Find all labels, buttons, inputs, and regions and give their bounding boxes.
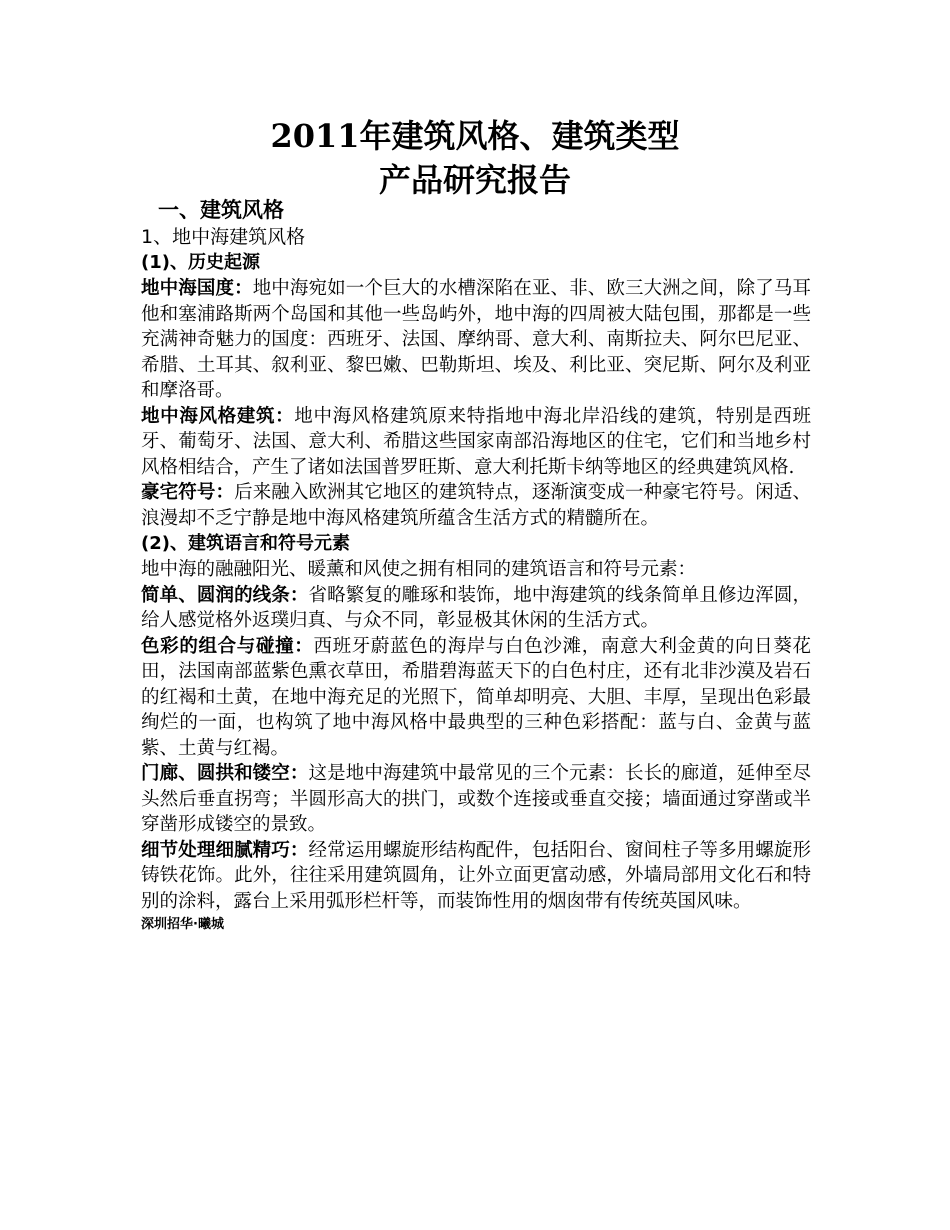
paragraph-term: 简单、圆润的线条： (141, 584, 309, 606)
part-heading-history: (1)、历史起源 (141, 252, 260, 273)
title-line-2: 产品研究报告 (378, 161, 571, 199)
paragraph (141, 634, 811, 762)
paragraph-term: 细节处理细腻精巧： (141, 839, 309, 861)
paragraph-text: 这是地中海建筑中最常见的三个元素：长长的廊道，延伸至尽头然后垂直拐弯；半圆形高大的拱门，或数个连接或垂直交接；墙面通过穿凿或半穿凿形成镂空的景致。 (141, 763, 811, 835)
paragraph-intro: 地中海的融融阳光、暖薰和风使之拥有相同的建筑语言和符号元素： (141, 559, 697, 580)
paragraph (141, 583, 811, 634)
title-line-1: 2011年建筑风格、建筑类型 (270, 117, 680, 155)
paragraph-term: 门廊、圆拱和镂空： (141, 763, 309, 784)
paragraph-term: 地中海国度： (141, 278, 253, 299)
paragraph-text: 西班牙蔚蓝色的海岸与白色沙滩，南意大利金黄的向日葵花田，法国南部蓝紫色熏衣草田，希腊碧海蓝天下的白色村庄，还有北非沙漠及岩石的红褐和土黄，在地中海充足的光照下，简单却明亮、大胆、丰厚，呈现出色彩最绚烂的一面，也构筑了地中海风格中最典型的三种色彩搭配：蓝与白、金黄与蓝紫、土黄与红褐。 (141, 635, 811, 759)
paragraph (141, 404, 811, 481)
report-body (141, 196, 811, 934)
subsection-heading: 1、地中海建筑风格 (141, 226, 306, 248)
paragraph (141, 838, 811, 915)
paragraph-text: 地中海宛如一个巨大的水槽深陷在亚、非、欧三大洲之间，除了马耳他和塞浦路斯两个岛国和其他一些岛屿外，地中海的四周被大陆包围，那都是一些充满神奇魅力的国度：西班牙、法国、摩纳哥、意大利、南斯拉夫、阿尔巴尼亚、希腊、土耳其、叙利亚、黎巴嫩、巴勒斯坦、埃及、利比亚、突尼斯、阿尔及利亚和摩洛哥。 (141, 278, 811, 401)
paragraph-term: 豪宅符号： (141, 482, 235, 503)
part-heading-language: (2)、建筑语言和符号元素 (141, 533, 350, 554)
paragraph-text: 省略繁复的雕琢和装饰，地中海建筑的线条简单且修边浑圆，给人感觉格外返璞归真、与众不同，彰显极其休闲的生活方式。 (141, 584, 811, 631)
paragraph (141, 276, 811, 404)
section-heading: 一、建筑风格 (158, 198, 284, 222)
paragraph-text: 后来融入欧洲其它地区的建筑特点，逐渐演变成一种豪宅符号。闲适、浪漫却不乏宁静是地中海风格建筑所蕴含生活方式的精髓所在。 (141, 482, 811, 529)
project-note: 深圳招华·曦城 (141, 917, 224, 932)
paragraph-term: 地中海风格建筑： (141, 405, 295, 427)
paragraph-term: 色彩的组合与碰撞： (141, 635, 314, 657)
paragraph-text: 经常运用螺旋形结构配件，包括阳台、窗间柱子等多用螺旋形铸铁花饰。此外，往往采用建筑圆角，让外立面更富动感，外墙局部用文化石和特别的涂料，露台上采用弧形栏杆等，而装饰性用的烟囱带有传统英国风味。 (141, 839, 811, 912)
paragraph-text: 地中海风格建筑原来特指地中海北岸沿线的建筑，特别是西班牙、葡萄牙、法国、意大利、希腊这些国家南部沿海地区的住宅，它们和当地乡村风格相结合，产生了诸如法国普罗旺斯、意大利托斯卡纳等地区的经典建筑风格. (141, 405, 811, 478)
paragraph (141, 480, 811, 531)
paragraph (141, 761, 811, 838)
report-title (0, 114, 950, 202)
